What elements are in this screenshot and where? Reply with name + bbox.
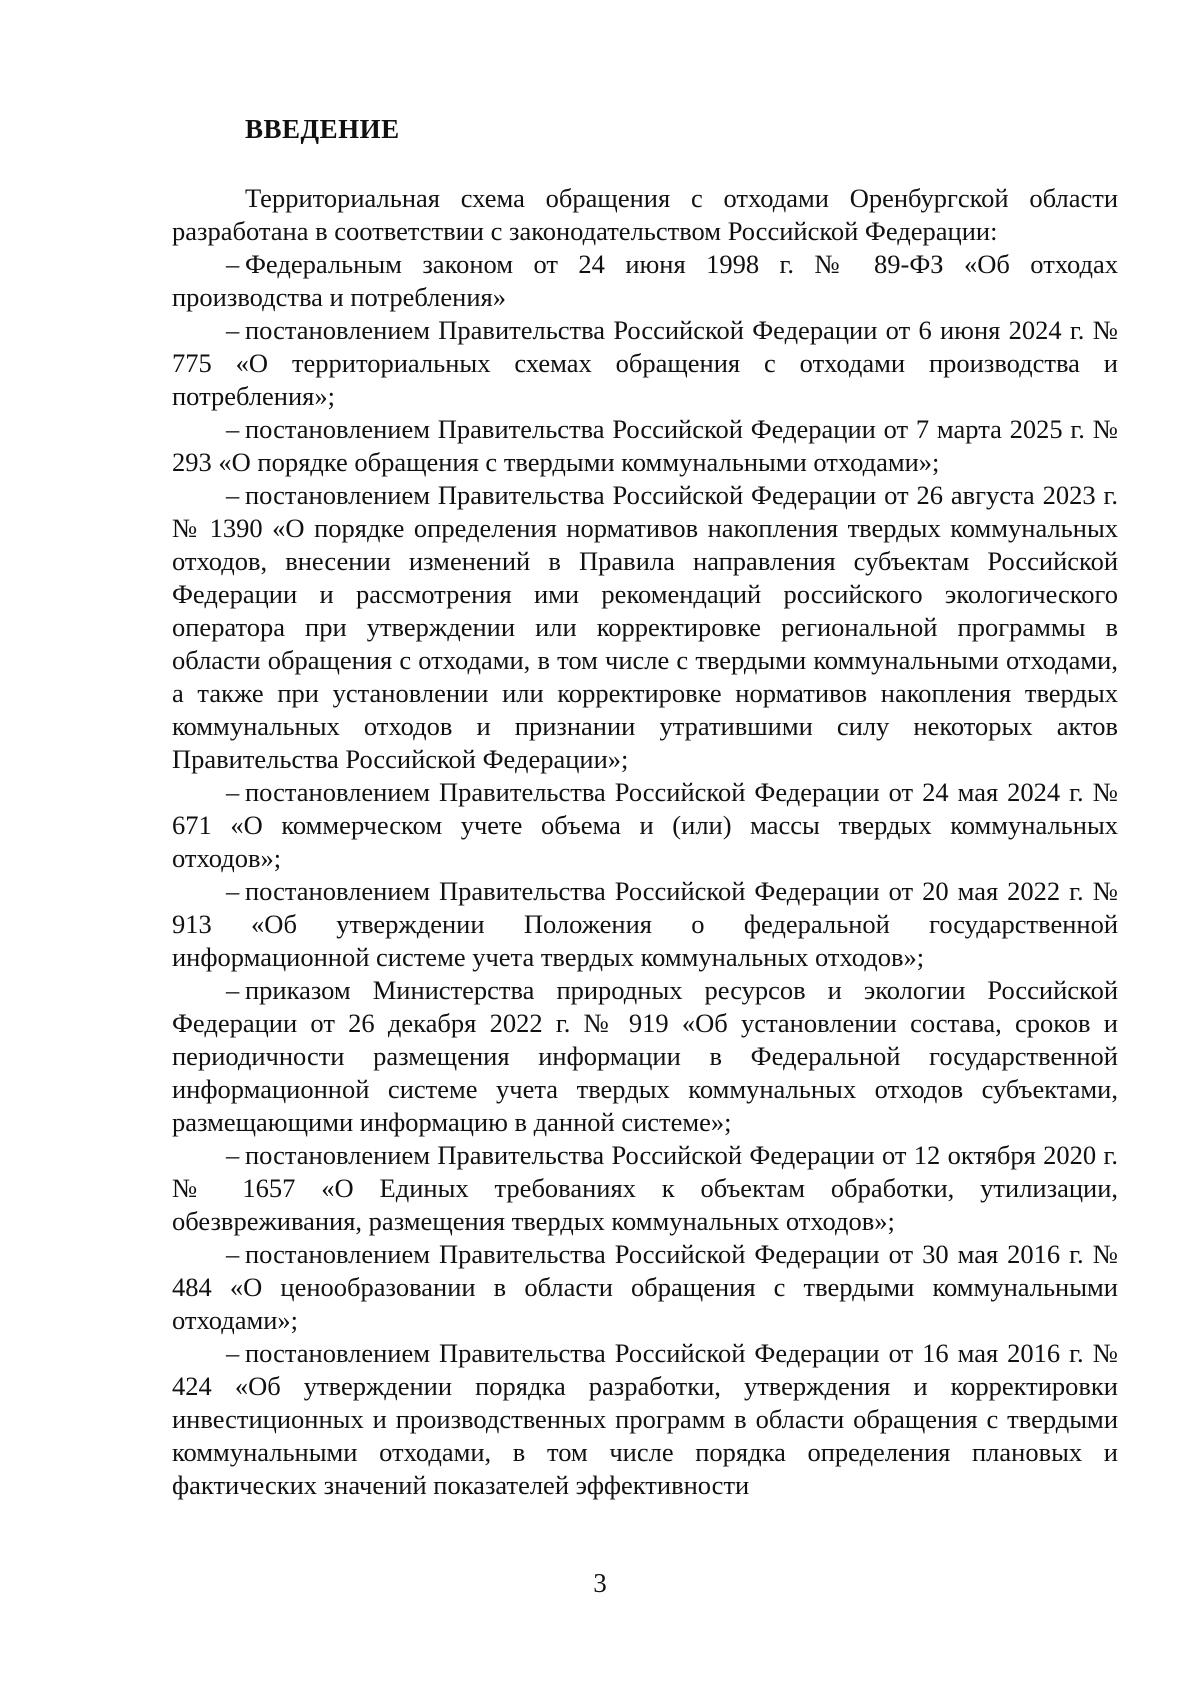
list-item: [172, 1238, 1118, 1337]
list-dash-marker: –: [226, 414, 240, 444]
list-dash-marker: –: [226, 315, 240, 345]
list-item-text: постановлением Правительства Российской Федерации от 20 мая 2022 г. № 913 «Об утверждении Положения о федеральной государственной информационной системе учета твердых коммунальных отходов»;: [172, 876, 1118, 972]
list-dash-marker: –: [226, 777, 240, 807]
list-dash-marker: –: [226, 480, 240, 510]
list-item: [172, 1337, 1118, 1502]
legislation-list: [172, 248, 1118, 1502]
list-item: [172, 776, 1118, 875]
page-number: 3: [593, 1568, 607, 1598]
list-dash-marker: –: [226, 1239, 240, 1269]
list-dash-marker: –: [226, 1338, 240, 1368]
list-item-text: постановлением Правительства Российской Федерации от 12 октября 2020 г. № 1657 «О Единых требованиях к объектам обработки, утилизации, обезвреживания, размещения твердых коммунальных отходов»;: [172, 1140, 1118, 1236]
list-item: [172, 248, 1118, 314]
list-item: [172, 875, 1118, 974]
list-dash-marker: –: [226, 975, 240, 1005]
intro-paragraph: Территориальная схема обращения с отходами Оренбургской области разработана в соответствии с законодательством Российской Федерации:: [172, 183, 1118, 246]
list-item: [172, 314, 1118, 413]
list-item-text: постановлением Правительства Российской Федерации от 30 мая 2016 г. № 484 «О ценообразовании в области обращения с твердыми коммунальными отходами»;: [172, 1239, 1118, 1335]
list-item-text: постановлением Правительства Российской Федерации от 26 августа 2023 г. № 1390 «О порядке определения нормативов накопления твердых коммунальных отходов, внесении изменений в Правила направления субъектам Российской Федерации и рассмотрения ими рекомендаций российского экологического оператора при утверждении или корректировке региональной программы в области обращения с отходами, в том числе с твердыми коммунальными отходами, а также при установлении или корректировке нормативов накопления твердых коммунальных отходов и признании утратившими силу некоторых актов Правительства Российской Федерации»;: [172, 480, 1118, 774]
list-dash-marker: –: [226, 1140, 240, 1170]
list-item-text: постановлением Правительства Российской Федерации от 6 июня 2024 г. № 775 «О территориальных схемах обращения с отходами производства и потребления»;: [172, 315, 1118, 411]
document-body: [172, 182, 1118, 1502]
list-item: [172, 479, 1118, 776]
list-dash-marker: –: [226, 876, 240, 906]
list-item: [172, 1139, 1118, 1238]
list-item-text: Федеральным законом от 24 июня 1998 г. № 89-ФЗ «Об отходах производства и потребления»: [172, 249, 1118, 312]
list-item: [172, 974, 1118, 1139]
list-item-text: постановлением Правительства Российской Федерации от 16 мая 2016 г. № 424 «Об утверждении порядка разработки, утверждения и корректировки инвестиционных и производственных программ в области обращения с твердыми коммунальными отходами, в том числе порядка определения плановых и фактических значений показателей эффективности: [172, 1338, 1118, 1500]
list-dash-marker: –: [226, 249, 240, 279]
section-heading: ВВЕДЕНИЕ: [245, 114, 400, 144]
list-item-text: приказом Министерства природных ресурсов и экологии Российской Федерации от 26 декабря 2022 г. № 919 «Об установлении состава, сроков и периодичности размещения информации в Федеральной государственной информационной системе учета твердых коммунальных отходов субъектами, размещающими информацию в данной системе»;: [172, 975, 1118, 1137]
list-item-text: постановлением Правительства Российской Федерации от 24 мая 2024 г. № 671 «О коммерческом учете объема и (или) массы твердых коммунальных отходов»;: [172, 777, 1118, 873]
list-item-text: постановлением Правительства Российской Федерации от 7 марта 2025 г. № 293 «О порядке обращения с твердыми коммунальными отходами»;: [172, 414, 1118, 477]
list-item: [172, 413, 1118, 479]
